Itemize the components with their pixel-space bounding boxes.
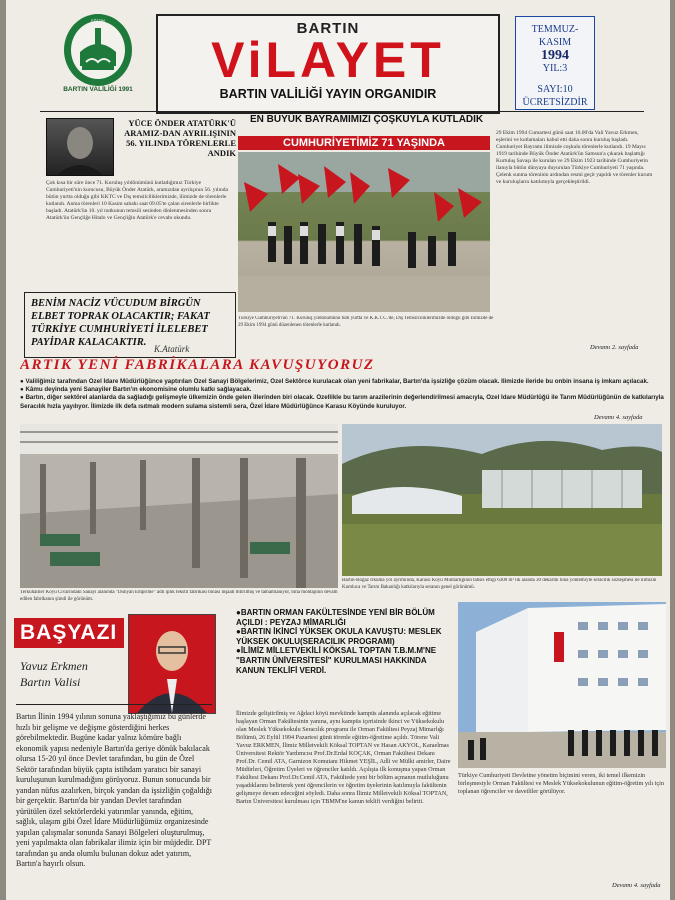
basyazi-author-block <box>20 658 88 690</box>
ataturk-quote-box: BENİM NACİZ VÜCUDUM BİRGÜN ELBET TOPRAK OLACAKTIR; FAKAT TÜRKİYE CUMHURİYETİ İLELEBET PAYİDAR KALACAKTIR. <box>24 292 236 358</box>
fabrika-bullet: ● Bartın, diğer sektörel alanlarda da sağladığı gelişmeyle ülkemizin önde gelen illerinden biri olacak. Özellikle bu tarım arazilerinin değerlendirilmesi amacıyla, Özel İdare Müdürlüğü ile Tarım Müdürlüğünün de katkılarıyla Seracılık hızla yayılıyor. İlimizde ilk defa ısıtmalı modern sulama sistemli sera, Özel İdare Müdürlüğünce Karasu Köyünde kuruluyor. <box>20 394 664 410</box>
issue-price: ÜCRETSİZDİR <box>522 97 588 108</box>
faculty-building-photo <box>458 602 666 768</box>
ataturk-headline: YÜCE ÖNDER ATATÜRK'Ü ARAMIZ-DAN AYRILIŞININ 56. YILINDA TÖRENLERLE ANDIK <box>124 118 236 158</box>
orman-headline-item: ●BARTIN ORMAN FAKÜLTESİNDE YENİ BİR BÖLÜM AÇILDI : PEYZAJ MİMARLIĞI <box>236 608 435 627</box>
masthead <box>156 14 500 114</box>
issue-info-box <box>515 16 595 110</box>
headline-kutlarik: EN BÜYÜK BAYRAMIMIZI ÇOŞKUYLA KUTLADIK <box>250 114 484 125</box>
basyazi-label: BAŞYAZI <box>14 618 124 648</box>
orman-headline-item: ●İLİMİZ MİLLETVEKİLİ KÖKSAL TOPTAN T.B.M.M'NE "BARTIN ÜNİVERSİTESİ" KURULMASI HAKKINDA KANUN TEKLİFİ VERDİ. <box>236 646 437 675</box>
ataturk-article-body: Çok kısa bir süre önce 71. Kuruluş yıldönümünü kutladığımız Türkiye Cumhuriyeti'nin kurucusu, Büyük Önder Atatürk, aramızdan ayrılışının 56. yılında bütün yurtta olduğu gibi KKTC ve Dış temsilciliklerimizde, ilimizde de törenlerle kutlandı. Anma törenleri 10 Kasım sabahı saat 09.05'te çalan sirenlerle birlikte başladı. Atatürk'ün 10. yıl nutkunun temsili sesinden dinlenmesinden sonra Atatürk'ün Gençliğe Hitabı ve Gençliğin Atatürk'e cevabı okundu. <box>46 180 229 221</box>
fabrika-bullet: ● Valiliğimiz tarafından Özel İdare Müdürlüğünce yaptırılan Özel Sanayi Bölgelerimiz, Özel Sektörce kurulacak olan yeni fabrikalar, Bartın'da işsizliğe çözüm olacak. İlimizde ileride bu onbin insana iş imkanı açılacak. <box>20 378 649 385</box>
logo-caption: BARTIN VALİLİĞİ 1991 <box>63 86 133 93</box>
bartin-valiligi-logo <box>58 12 138 100</box>
cumhuriyet-banner: CUMHURİYETİMİZ 71 YAŞINDA <box>238 136 490 150</box>
masthead-rule <box>40 111 644 112</box>
parade-photo <box>238 152 490 312</box>
masthead-top: BARTIN <box>296 20 360 37</box>
cumhuriyet-article-body: 29 Ekim 1994 Cumartesi günü saat 10.00'da Vali Yavuz Erkmen, eşlerini ve kutlamaları kabul etti daha sonra kuruluş başladı. Cumhuriyet Bayramı ilimizde coşkulu törenlerle kutlandı. 19 Mayıs 1919 tarihinde Büyük Önder Atatürk'ün Samsun'a çıkarak başlattığı Kurtuluş Savaşı ile kurulan ve 29 Ekim 1923 tarihinde Cumhuriyetin ilanıyla bütün dünyaya duyurulan Türkiye Cumhuriyeti 71 yaşında. Çelenk sunma töreninin ardından resmi geçit yapıldı ve törenler kurum ve kuruluşların katılımıyla gerçekleştirildi. <box>496 130 653 185</box>
masthead-subtitle: BARTIN VALİLİĞİ YAYIN ORGANIDIR <box>219 87 437 101</box>
basyazi-role: Bartın Valisi <box>20 675 81 689</box>
basyazi-rule <box>16 704 212 705</box>
greenhouse-photo <box>342 424 662 576</box>
greenhouse-caption: Bartın-Boğaz İrkuma yol ayrımında, Karasu Köyü Muhtarlığının tahsis ettiği 6300 m² lik alanda 30 dekarlık bina yöntemiyle seracılık sözleşmesi ile ilimizin Kumluca ve Tarım Bakanlığı katkılarıyla seranın genel görünümü. <box>342 578 657 590</box>
factory-photo <box>20 424 338 588</box>
newspaper-page <box>6 0 670 900</box>
basyazi-author: Yavuz Erkmen <box>20 659 88 673</box>
masthead-title: ViLAYET <box>211 32 445 88</box>
issue-volume: YIL:3 <box>542 63 568 74</box>
issue-number: SAYI:10 <box>537 84 573 95</box>
fabrika-bullets <box>20 378 664 418</box>
issue-year: 1994 <box>541 48 569 63</box>
factory-caption: Terkuhaliler Köyü Civarındaki Sanayi alanında "Dünyan Emprime" adlı iplik tekstil fabrikası binası inşaatı bitirilmiş ve tamamlanıyor, bina montajının devam edilen fabrikanın şimdi ile görünüm. <box>20 590 338 602</box>
issue-months: TEMMUZ-KASIM <box>531 24 579 48</box>
orman-headline-item: ●BARTIN İKİNCİ YÜKSEK OKULA KAVUŞTU: MESLEK YÜKSEK OKULU(SERACILIK PROGRAMI) <box>236 627 442 646</box>
orman-devami: Devamı 4. sayfada <box>612 882 661 889</box>
fabrika-bullet: ● Kâmu deyinda yeni Sanayiler Bartın'ın ekonomisine olumlu katkı sağlayacak. <box>20 386 252 394</box>
ataturk-signature: K.Atatürk <box>154 344 190 354</box>
author-photo <box>128 614 216 714</box>
building-caption: Türkiye Cumhuriyeti Devletine yönetim biçimini veren, iki temel ilkemizin birleşmesiyle Orman Fakültesi ve Meslek Yüksekokulunun eğitim-öğretim yılı için toplanan öğrenciler ve davetliler görülüyor. <box>458 772 664 795</box>
logo-small-text: EĞİTİM <box>91 18 105 23</box>
ataturk-photo <box>46 118 114 176</box>
orman-headlines <box>236 608 450 675</box>
parade-caption: Türkiye Cumhuriyeti'nin 71. Kuruluş yıldönümünü tüm yurtta ve K.K.T.C.'de, Dış Temsilciliklerimizde olduğu gibi İlimizde de 29 Ekim 1994 günü düzenlenen törenlerle kutlandı. <box>238 316 494 328</box>
fabrika-devami: Devamı 4. sayfada <box>594 414 643 421</box>
orman-article-body: İlimizde geliştirilmiş ve Ağdaci köyü mevkiinde kampüs alanında açılacak eğitime başlayan Orman Fakültesinin yanına, aynı kampüs içerisinde ikinci ve Yüksekokulu olan Meslek Yüksekokulu Seracılık programı ile Orman Fakültesi Peyzaj Mimarlığı Bölümü, 26 Eylül 1994 Pazartesi günü törenle eğitim-öğretime açıldı. Törene Vali Yavuz ERKMEN, İlimiz Milletvekili Köksal TOPTAN ve Hasan AKYOL, Karaelmas Üniversitesi Rektör Yardımcısı Prof.Dr.Erdal KOÇAK, Orman Fakültesi Dekanı Prof.Dr. Cemil ATA, Garnizon Komutanı Hikmet YEŞİL, Adli ve Mülki amirler, Daire Müdürleri, Öğretim Üyeleri ve öğrenciler katıldı. Açılışta ilk konuşma yapan Orman Fakültesi Dekanı Prof.Dr.Cemil ATA, Fakültede yeni bir bölüm açmanın mutluluğunu yaşadıklarını belirterek yeni öğrencilerin ve öğretim üyelerinin katılımıyla fakültenin gelişmeye devam edeceğini söyledi. Daha sonra İlimiz Milletvekili Köksal TOPTAN, Bartın Üniversitesi kurulması için TBMM'ne kanun teklifi verdiğini belirtti. <box>236 710 451 805</box>
fabrika-headline: ARTIK YENİ FABRİKALARA KAVUŞUYORUZ <box>20 357 375 373</box>
cumhuriyet-devami: Devamı 2. sayfada <box>590 344 639 351</box>
basyazi-body: Bartın İlinin 1994 yılının sonuna yaklaştığımız bu günlerde hızlı bir gelişme ve değişme gösterdiğini herkes görebilmektedir. Bugüne kadar yalnız kömüre bağlı ekonomik yapısı nedeniyle Bartın'da geriye dönük bakılacak olursa 15-20 yıl önce Devlet tarafından, bu gün de Özel Sektör tarafından büyük çapta istihdam yaratıcı bir sanayi kuruluşunun kurulmadığını görüyoruz. Bunun sonucunda bir yandan nüfus azalırken, birçok yandan da işsizliğin çoğaldığı bir gerçektir. Bartın'da bir yandan Devlet tarafından yürütülen özel sektörlerdeki yatırımlar yanında, eğitim, sağlık, ulaşım gibi Özel İdare Müdürlüğümüz organizesinde yapılan çalışmalar sonunda Sanayi Bölgeleri oluşturulmuş, yeni yapılmakta olan fabrikalar ilimiz için bir müjdedir. DPT tarafından şu anda olumlu bulunan dokuz adet yatırım, Bartın'a hayırlı olsun. <box>16 712 212 868</box>
